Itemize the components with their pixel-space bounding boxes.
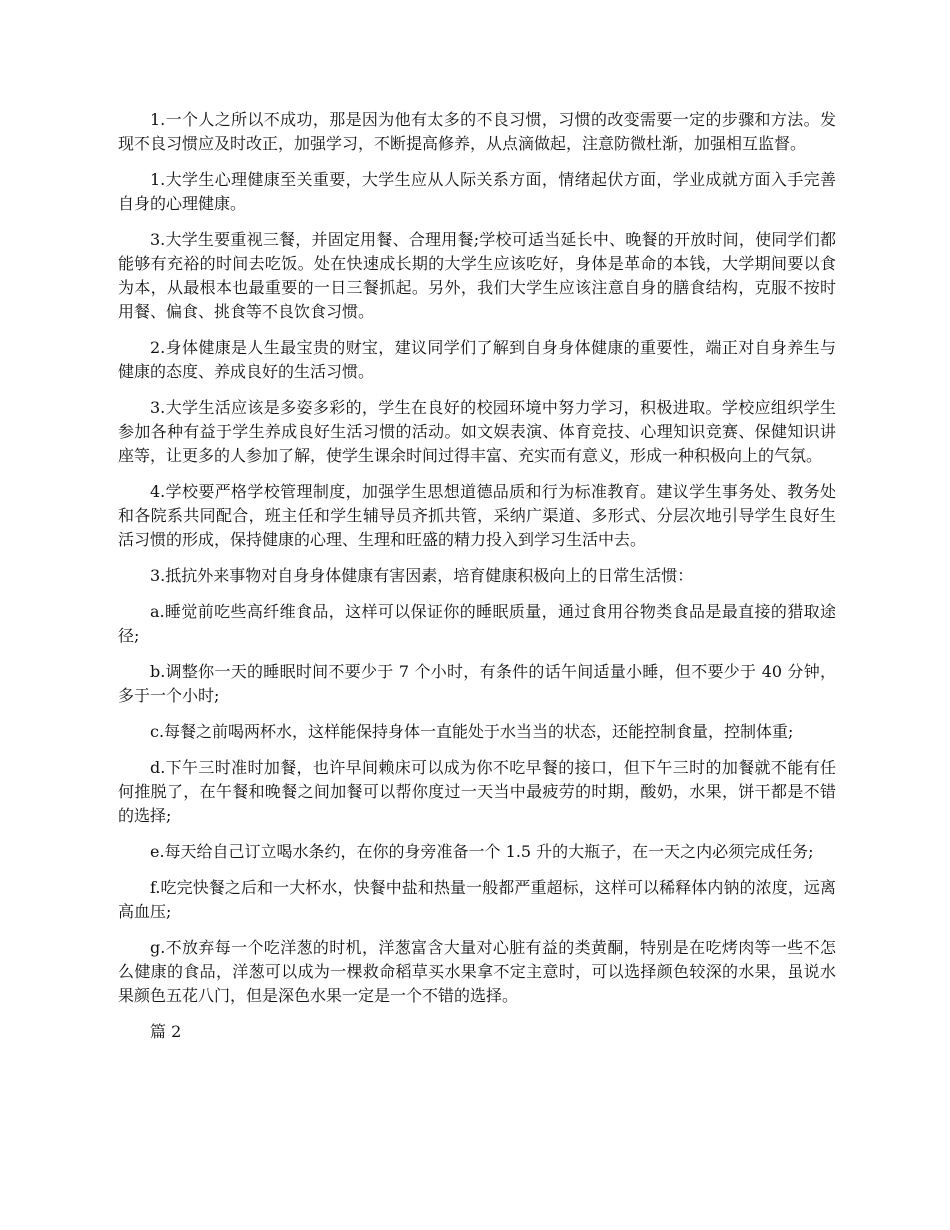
list-item-g: g.不放弃每一个吃洋葱的时机，洋葱富含大量对心脏有益的类黄酮，特别是在吃烤肉等一些不怎么健康的食品，洋葱可以成为一棵救命稻草买水果拿不定主意时，可以选择颜色较深的水果，虽说水果颜色五花八门，但是深色水果一定是一个不错的选择。 xyxy=(118,938,836,1005)
paragraph-mental-health: 1.大学生心理健康至关重要，大学生应从人际关系方面，情绪起伏方面，学业成就方面入手完善自身的心理健康。 xyxy=(118,170,836,213)
list-item-b: b.调整你一天的睡眠时间不要少于 7 个小时，有条件的话午间适量小睡，但不要少于 40 分钟，多于一个小时; xyxy=(118,662,836,705)
list-item-f: f.吃完快餐之后和一大杯水，快餐中盐和热量一般都严重超标，这样可以稀释体内钠的浓度，远离高血压; xyxy=(118,878,836,921)
paragraph-physical-health: 2.身体健康是人生最宝贵的财宝，建议同学们了解到自身身体健康的重要性，端正对自身养生与健康的态度、养成良好的生活习惯。 xyxy=(118,338,836,381)
section-heading: 篇 2 xyxy=(150,1022,182,1041)
paragraph-habits: 1.一个人之所以不成功，那是因为他有太多的不良习惯，习惯的改变需要一定的步骤和方法。发现不良习惯应及时改正，加强学习，不断提高修养，从点滴做起，注意防微杜渐，加强相互监督。 xyxy=(118,110,836,153)
paragraph-three-meals: 3.大学生要重视三餐，并固定用餐、合理用餐;学校可适当延长中、晚餐的开放时间，使同学们都能够有充裕的时间去吃饭。处在快速成长期的大学生应该吃好，身体是革命的本钱，大学期间要以食为本，从最根本也最重要的一日三餐抓起。另外，我们大学生应该注意自身的膳食结构，克服不按时用餐、偏食、挑食等不良饮食习惯。 xyxy=(118,230,836,321)
paragraph-campus-life: 3.大学生活应该是多姿多彩的，学生在良好的校园环境中努力学习，积极进取。学校应组织学生参加各种有益于学生养成良好生活习惯的活动。如文娱表演、体育竞技、心理知识竞赛、保健知识讲座等，让更多的人参加了解，使学生课余时间过得丰富、充实而有意义，形成一种积极向上的气氛。 xyxy=(118,398,836,465)
document-body xyxy=(118,108,836,1056)
paragraph-daily-habits-intro: 3.抵抗外来事物对自身身体健康有害因素，培育健康积极向上的日常生活惯： xyxy=(150,566,694,585)
list-item-d: d.下午三时准时加餐，也许早间赖床可以成为你不吃早餐的接口，但下午三时的加餐就不能有任何推脱了，在午餐和晚餐之间加餐可以帮你度过一天当中最疲劳的时期，酸奶，水果，饼干都是不错的选择; xyxy=(118,758,836,825)
list-item-a: a.睡觉前吃些高纤维食品，这样可以保证你的睡眠质量，通过食用谷物类食品是最直接的猎取途径; xyxy=(118,602,836,645)
list-item-e: e.每天给自己订立喝水条约，在你的身旁准备一个 1.5 升的大瓶子，在一天之内必须完成任务; xyxy=(150,842,814,861)
list-item-c: c.每餐之前喝两杯水，这样能保持身体一直能处于水当当的状态，还能控制食量，控制体重; xyxy=(150,722,794,741)
paragraph-school-management: 4.学校要严格学校管理制度，加强学生思想道德品质和行为标准教育。建议学生事务处、教务处和各院系共同配合，班主任和学生辅导员齐抓共管，采纳广渠道、多形式、分层次地引导学生良好生活习惯的形成，保持健康的心理、生理和旺盛的精力投入到学习生活中去。 xyxy=(118,482,836,549)
